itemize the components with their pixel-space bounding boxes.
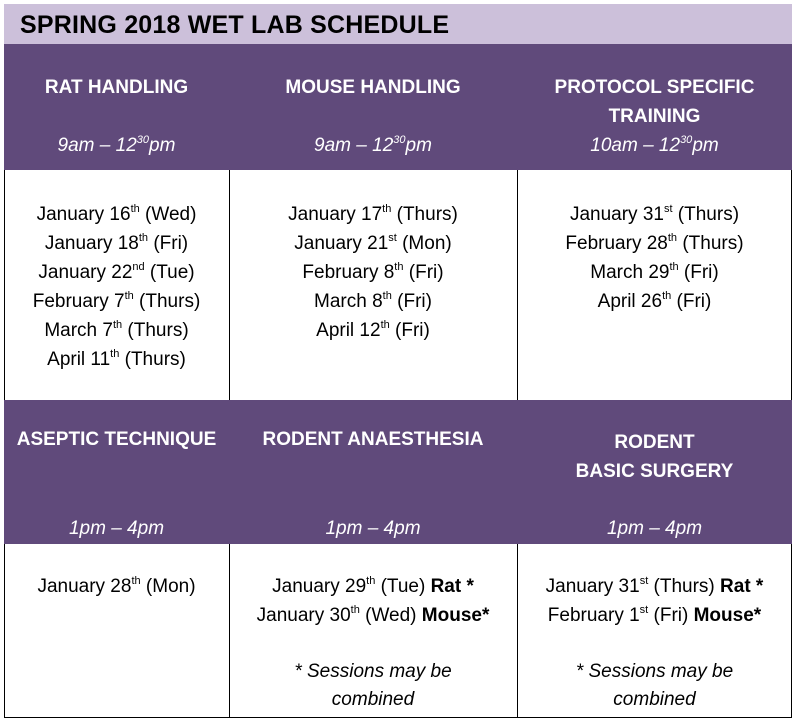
- sessions-aseptic-technique: [4, 544, 229, 718]
- table-border: [791, 170, 792, 400]
- session-date: March 7th (Thurs): [44, 319, 189, 341]
- session-date: January 22nd (Tue): [38, 261, 195, 283]
- table-border: [517, 544, 518, 718]
- table-border: [229, 170, 230, 400]
- session-date: January 28th (Mon): [37, 575, 196, 597]
- session-date: January 31st (Thurs) Rat *: [545, 575, 764, 597]
- session-date: March 8th (Fri): [314, 290, 432, 312]
- header-aseptic-technique: [4, 400, 229, 544]
- session-date: January 31st (Thurs): [569, 203, 740, 225]
- session-date: January 16th (Wed): [36, 203, 197, 225]
- course-time: $9am - 12^{30}pm$: [314, 134, 432, 156]
- header-protocol-specific-training: [517, 44, 792, 170]
- session-date: January 21st (Mon): [294, 232, 452, 254]
- header-mouse-handling: [229, 44, 517, 170]
- session-date: January 18th (Fri): [44, 232, 189, 254]
- session-date: February 1st (Fri) Mouse*: [547, 604, 762, 626]
- session-date: March 29th (Fri): [590, 261, 719, 283]
- header-rodent-basic-surgery: [517, 400, 792, 544]
- session-date: January 30th (Wed) Mouse*: [256, 604, 490, 626]
- session-date: February 7th (Thurs): [32, 290, 201, 312]
- course-name: ASEPTIC TECHNIQUE: [16, 429, 217, 450]
- sessions-mouse-handling: [229, 170, 517, 400]
- header-rat-handling: [4, 44, 229, 170]
- table-border: [4, 544, 5, 718]
- session-date: April 12th (Fri): [316, 319, 430, 341]
- course-name: RODENT BASIC SURGERY: [575, 432, 734, 482]
- table-border: [517, 170, 518, 400]
- course-name: MOUSE HANDLING: [285, 77, 461, 98]
- session-date: February 8th (Fri): [302, 261, 444, 283]
- sessions-rodent-basic-surgery: [517, 544, 792, 718]
- course-time: $9am - 12^{30}pm$: [57, 134, 176, 156]
- course-name: PROTOCOL SPECIFIC TRAINING: [554, 77, 755, 127]
- page-title: SPRING 2018 WET LAB SCHEDULE: [20, 11, 450, 39]
- session-date: February 28th (Thurs): [565, 232, 744, 254]
- course-name: RAT HANDLING: [44, 77, 189, 98]
- table-border: [791, 544, 792, 718]
- sessions-note: * Sessions may be combined: [575, 661, 734, 710]
- session-date: April 26th (Fri): [597, 290, 712, 312]
- course-time: $10am - 12^{30}pm$: [590, 134, 719, 156]
- sessions-rodent-anaesthesia: [229, 544, 517, 718]
- schedule-table: [4, 44, 792, 718]
- header-rodent-anaesthesia: [229, 400, 517, 544]
- sessions-rat-handling: [4, 170, 229, 400]
- table-border: [4, 170, 5, 400]
- sessions-protocol-specific-training: [517, 170, 792, 400]
- sessions-note: * Sessions may be combined: [294, 661, 452, 710]
- course-name: RODENT ANAESTHESIA: [262, 429, 484, 450]
- session-date: January 29th (Tue) Rat *: [272, 575, 474, 597]
- course-time: 1pm – 4pm: [606, 518, 703, 539]
- table-border: [4, 717, 792, 718]
- session-date: April 11th (Thurs): [47, 348, 186, 370]
- session-date: January 17th (Thurs): [288, 203, 458, 225]
- course-time: 1pm – 4pm: [325, 518, 421, 539]
- title-bar: [4, 4, 792, 44]
- table-border: [229, 544, 230, 718]
- course-time: 1pm – 4pm: [68, 518, 165, 539]
